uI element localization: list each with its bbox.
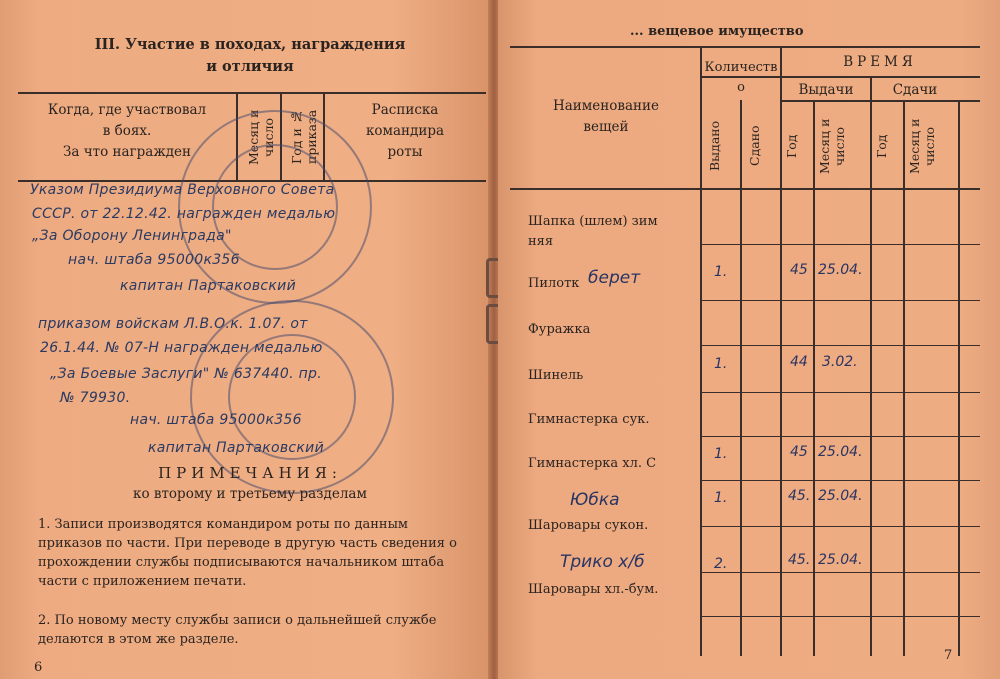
notes-title: ПРИМЕЧАНИЯ: xyxy=(158,464,342,482)
handwritten-line: нач. штаба 95000к356 xyxy=(68,252,240,268)
notes-subtitle: ко второму и третьему разделам xyxy=(133,486,367,502)
issue-year: 45. xyxy=(788,488,811,504)
note-1: 1. Записи производятся командиром роты по данным приказов по части. При переводе в другую часть сведения о прохождении службы подписываются начальником штаба части с приложением печати. xyxy=(38,517,457,589)
issue-year: 45. xyxy=(788,552,811,568)
header-quantity: Количество xyxy=(704,60,778,95)
issued-qty: 1. xyxy=(714,356,728,372)
handwritten-note: берет xyxy=(588,268,641,288)
item-label-l2: няя xyxy=(528,234,554,249)
item-row-label: Фуражка xyxy=(528,322,591,337)
header-issue: Выдачи xyxy=(798,82,854,98)
issue-date: 25.04. xyxy=(818,444,863,460)
header-item-names-l2: вещей xyxy=(583,119,629,135)
section-title-clothing: ... вещевое имущество xyxy=(630,24,804,39)
header-returned: Сдано xyxy=(747,125,762,167)
issue-year: 45 xyxy=(790,444,808,460)
header-receipt-l3: роты xyxy=(387,144,423,160)
header-item-names xyxy=(512,96,700,138)
item-row-label: Шаровары сукон. xyxy=(528,518,649,533)
header-issued: Выдано xyxy=(707,120,722,172)
header-return-month-day: Месяц и число xyxy=(907,118,937,174)
issue-year: 45 xyxy=(790,262,808,278)
handwritten-line: 26.1.44. № 07-Н награжден медалью xyxy=(40,340,323,356)
handwritten-line: нач. штаба 95000к356 xyxy=(130,412,302,428)
header-item-names-l1: Наименование xyxy=(552,98,660,114)
item-row-label: Шинель xyxy=(528,368,584,383)
header-return: Сдачи xyxy=(892,82,938,98)
page-number-left: 6 xyxy=(34,660,43,675)
handwritten-line: СССР. от 22.12.42. награжден медалью xyxy=(32,206,336,222)
section-title xyxy=(30,34,470,78)
header-return-year: Год xyxy=(874,134,889,158)
issue-date: 25.04. xyxy=(818,552,863,568)
header-when-where-l3: За что награжден xyxy=(62,144,192,160)
section-title-line1: III. Участие в походах, награждения xyxy=(94,36,406,53)
handwritten-line: „За Боевые Заслуги" № 637440. пр. xyxy=(50,366,322,382)
item-row-label xyxy=(528,212,658,252)
page-number-right: 7 xyxy=(944,648,953,663)
handwritten-signature-line: капитан Партаковский xyxy=(148,440,324,456)
item-label-l1: Шапка (шлем) зим xyxy=(528,214,658,229)
header-when-where-l2: в боях. xyxy=(102,123,152,139)
header-issue-month-day: Месяц и число xyxy=(817,118,847,174)
left-page xyxy=(0,0,490,679)
issued-qty: 1. xyxy=(714,490,728,506)
header-time: ВРЕМЯ xyxy=(843,54,917,70)
handwritten-note: Юбка xyxy=(570,490,620,510)
handwritten-line: № 79930. xyxy=(60,390,131,406)
handwritten-line: приказом войскам Л.В.О.к. 1.07. от xyxy=(38,316,308,332)
header-issue-year: Год xyxy=(784,134,799,158)
handwritten-line: „За Оборону Ленинграда" xyxy=(32,228,232,244)
item-row-label: Пилотк xyxy=(528,276,580,291)
handwritten-signature-line: капитан Партаковский xyxy=(120,278,296,294)
header-receipt-l2: командира xyxy=(365,123,445,139)
issue-year: 44 xyxy=(790,354,808,370)
issued-qty: 1. xyxy=(714,446,728,462)
handwritten-note: Трико х/б xyxy=(560,552,645,572)
issue-date: 25.04. xyxy=(818,488,863,504)
handwritten-line: Указом Президиума Верховного Совета xyxy=(30,182,335,198)
issue-date: 3.02. xyxy=(822,354,858,370)
issue-date: 25.04. xyxy=(818,262,863,278)
item-row-label: Шаровары хл.-бум. xyxy=(528,582,659,597)
item-row-label: Гимнастерка сук. xyxy=(528,412,650,427)
issued-qty: 1. xyxy=(714,264,728,280)
note-2: 2. По новому месту службы записи о дальнейшей службе делаются в этом же разделе. xyxy=(38,613,437,647)
header-year-order: Год и № приказа xyxy=(289,109,319,165)
section-title-line2: и отличия xyxy=(206,58,294,75)
header-month-day: Месяц и число xyxy=(246,109,276,165)
issued-qty: 2. xyxy=(714,556,728,572)
item-row-label: Гимнастерка хл. С xyxy=(528,456,657,471)
header-receipt-l1: Расписка xyxy=(371,102,439,118)
header-when-where-l1: Когда, где участвовал xyxy=(47,102,207,118)
